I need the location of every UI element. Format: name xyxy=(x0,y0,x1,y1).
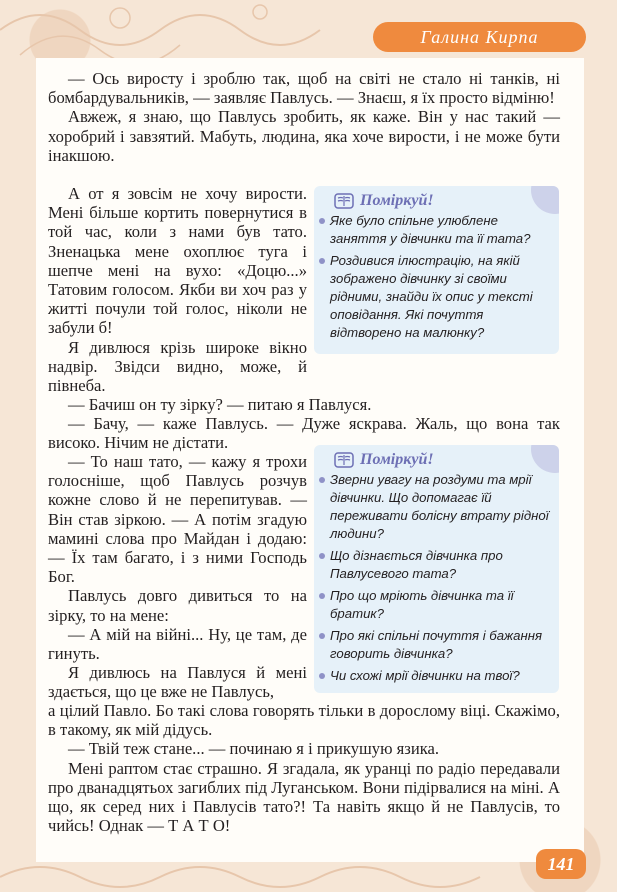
page-number: 141 xyxy=(536,849,586,879)
book-icon xyxy=(334,452,354,468)
question-item: Зверни увагу на роздуми та мрії дівчинки. Що допомагає їй переживати болісну втрату рідної людини? xyxy=(314,471,559,547)
text-section-wide2 xyxy=(48,395,560,453)
paragraph: А от я зовсім не хочу вирости. Мені більше кортить повернутися в той час, коли з нами був тато. Зненацька мене охоплює туга і шепче мені на вухо: «Доцю...» Татовим голосом. Якби ви хоч раз у житті почули той голос, ніколи не забули б! xyxy=(48,184,307,338)
question-item: Про які спільні почуття і бажання говорить дівчинка? xyxy=(314,627,559,667)
paragraph: Мені раптом стає страшно. Я згадала, як уранці по радіо передавали про дванадцятьох загиблих під Луганськом. Вони підірвалися на міні. А що, як серед них і Павлусів тато?! Та навіть якщо й не Павлусів, то чийсь! Однак — Т А Т О! xyxy=(48,758,560,836)
book-icon xyxy=(334,193,354,209)
question-item: Що дізнається дівчинка про Павлусевого тата? xyxy=(314,547,559,587)
box-title-text: Поміркуй! xyxy=(360,451,434,468)
paragraph: Авжеж, я знаю, що Павлусь зробить, як каже. Він у нас такий — хоробрий і завзятий. Мабуть, людина, яка хоче вирости, і не може бути інакшою. xyxy=(48,107,560,165)
box-title xyxy=(314,186,559,212)
paragraph: Я дивлюсь на Павлуся й мені здається, що це вже не Павлусь, xyxy=(48,663,307,702)
paragraph: — Бачу, — каже Павлусь. — Дуже яскрава. Жаль, що вона так високо. Нічим не дістати. xyxy=(48,414,560,453)
box-title-text: Поміркуй! xyxy=(360,192,434,209)
paragraph: — Бачиш он ту зірку? — питаю я Павлуся. xyxy=(68,395,372,414)
question-item: Роздивися ілюстрацію, на якій зображено дівчинку зі своїми рідними, знайди їх опис у тексті оповідання. Які почуття відтворено на малюнку? xyxy=(314,252,559,346)
question-item: Про що мріють дівчинка та її братик? xyxy=(314,587,559,627)
paragraph: — А мій на війні... Ну, це там, де гинуть. xyxy=(48,624,307,664)
text-section-mid2 xyxy=(48,452,307,702)
think-box-1 xyxy=(314,186,559,354)
paragraph: Я дивлюся крізь широке вікно надвір. Звідси видно, може, й півнеба. xyxy=(48,337,307,396)
box-title xyxy=(314,445,559,471)
text-section-mid xyxy=(48,184,307,395)
paragraph: а цілий Павло. Бо такі слова говорять тільки в дорослому віці. Скажімо, в такому, як мій дідусь. xyxy=(48,701,560,740)
author-header: Галина Кирпа xyxy=(373,22,586,52)
question-item: Яке було спільне улюблене заняття у дівчинки та її тата? xyxy=(314,212,559,252)
text-section-bottom xyxy=(48,701,560,835)
paragraph: — Ось виросту і зроблю так, щоб на світі не стало ні танків, ні бомбардувальників, — заявляє Павлусь. — Знаєш, я їх просто відміню! xyxy=(48,69,560,108)
paragraph: — То наш тато, — кажу я трохи голосніше, щоб Павлусь розчув кожне слово й не перепитував. — Він став зіркою. — А потім згадую мамині слова про Майдан і додаю: — Їх там багато, і з ними Господь Бог. xyxy=(48,452,307,587)
paragraph: Павлусь довго дивиться то на зірку, то на мене: xyxy=(48,586,307,625)
think-box-2 xyxy=(314,445,559,693)
question-item: Чи схожі мрії дівчинки на твої? xyxy=(314,667,559,689)
ornament-bottom xyxy=(0,862,617,892)
paragraph: — Твій теж стане... — починаю я і прикушую язика. xyxy=(68,739,440,759)
text-section-top xyxy=(48,69,560,165)
